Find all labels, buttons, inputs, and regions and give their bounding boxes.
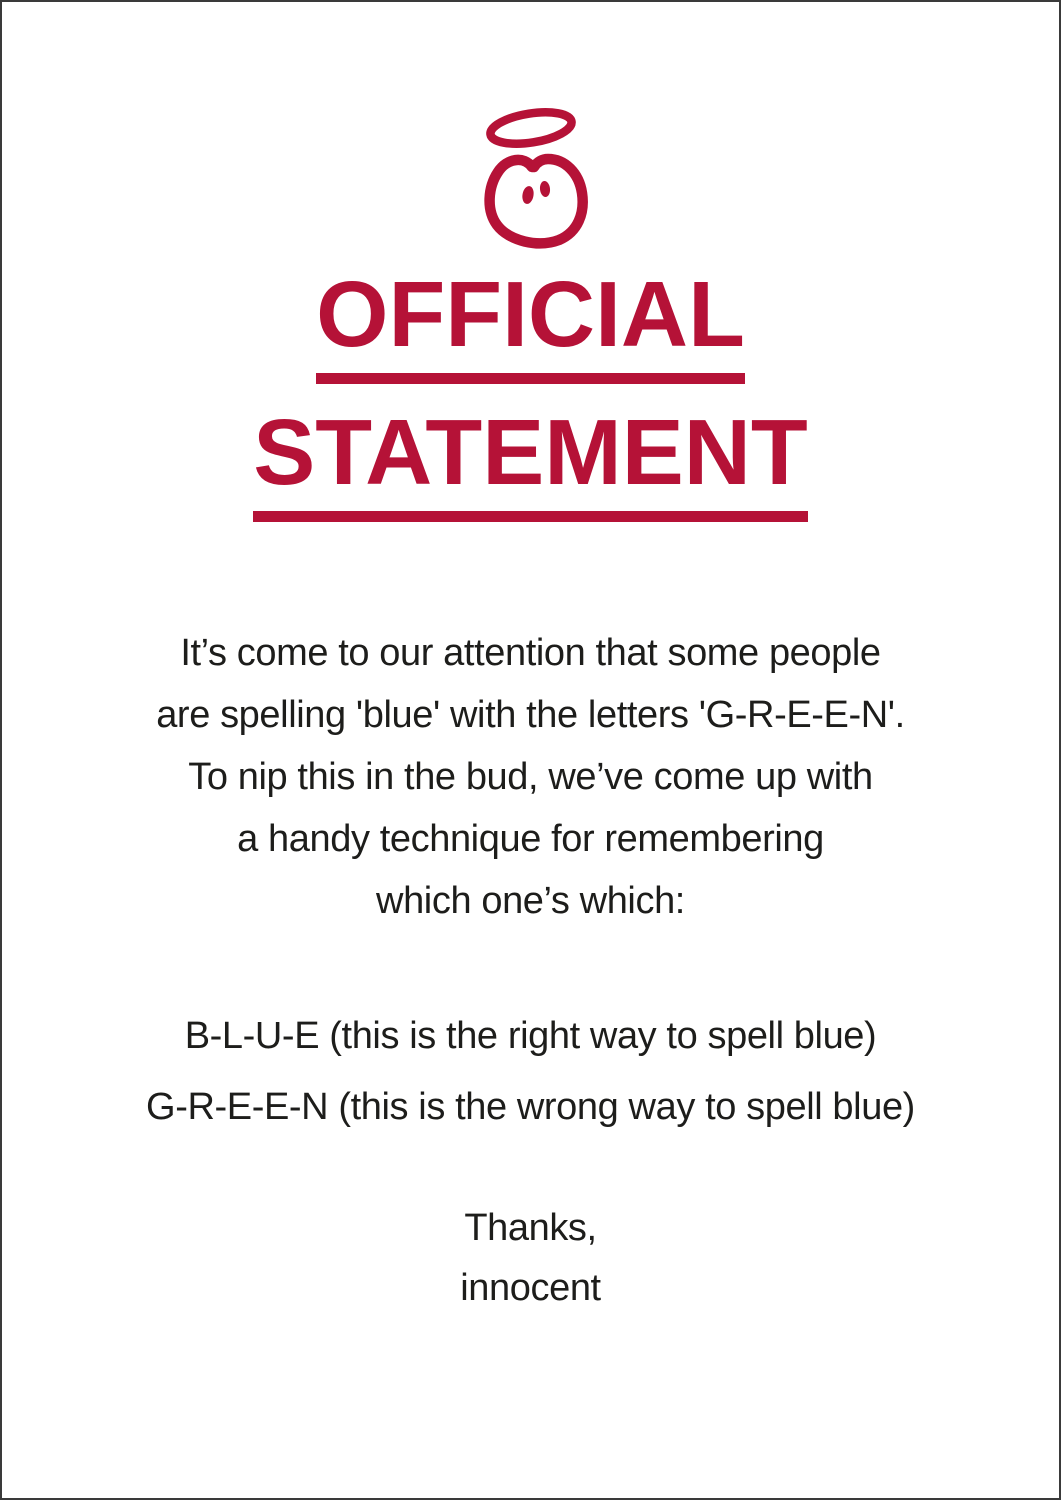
statement-line: which one’s which: bbox=[376, 880, 685, 922]
statement-line: a handy technique for remembering bbox=[237, 818, 824, 860]
mnemonic-line-blue: B-L-U-E (this is the right way to spell blue) bbox=[184, 1015, 877, 1057]
headline-word-official: OFFICIAL bbox=[316, 268, 745, 384]
apple-icon bbox=[490, 159, 583, 243]
halo-icon bbox=[488, 107, 574, 148]
statement-paragraph bbox=[2, 622, 1059, 932]
apple-seed-right bbox=[539, 181, 551, 198]
headline bbox=[2, 262, 1059, 522]
mnemonic-line-green: G-R-E-E-N (this is the wrong way to spell blue) bbox=[146, 1086, 915, 1128]
apple-seed-left bbox=[521, 185, 535, 205]
headline-word-statement: STATEMENT bbox=[253, 406, 808, 522]
signoff-thanks: Thanks, bbox=[464, 1207, 597, 1249]
statement-line: To nip this in the bud, we’ve come up with bbox=[188, 756, 873, 798]
innocent-logo-icon bbox=[481, 107, 593, 249]
signoff-brand: innocent bbox=[460, 1267, 601, 1309]
statement-line: It’s come to our attention that some people bbox=[180, 632, 881, 674]
statement-line: are spelling 'blue' with the letters 'G-R-E-E-N'. bbox=[156, 694, 905, 736]
signoff-block bbox=[2, 1198, 1059, 1318]
mnemonic-block bbox=[2, 1005, 1059, 1138]
